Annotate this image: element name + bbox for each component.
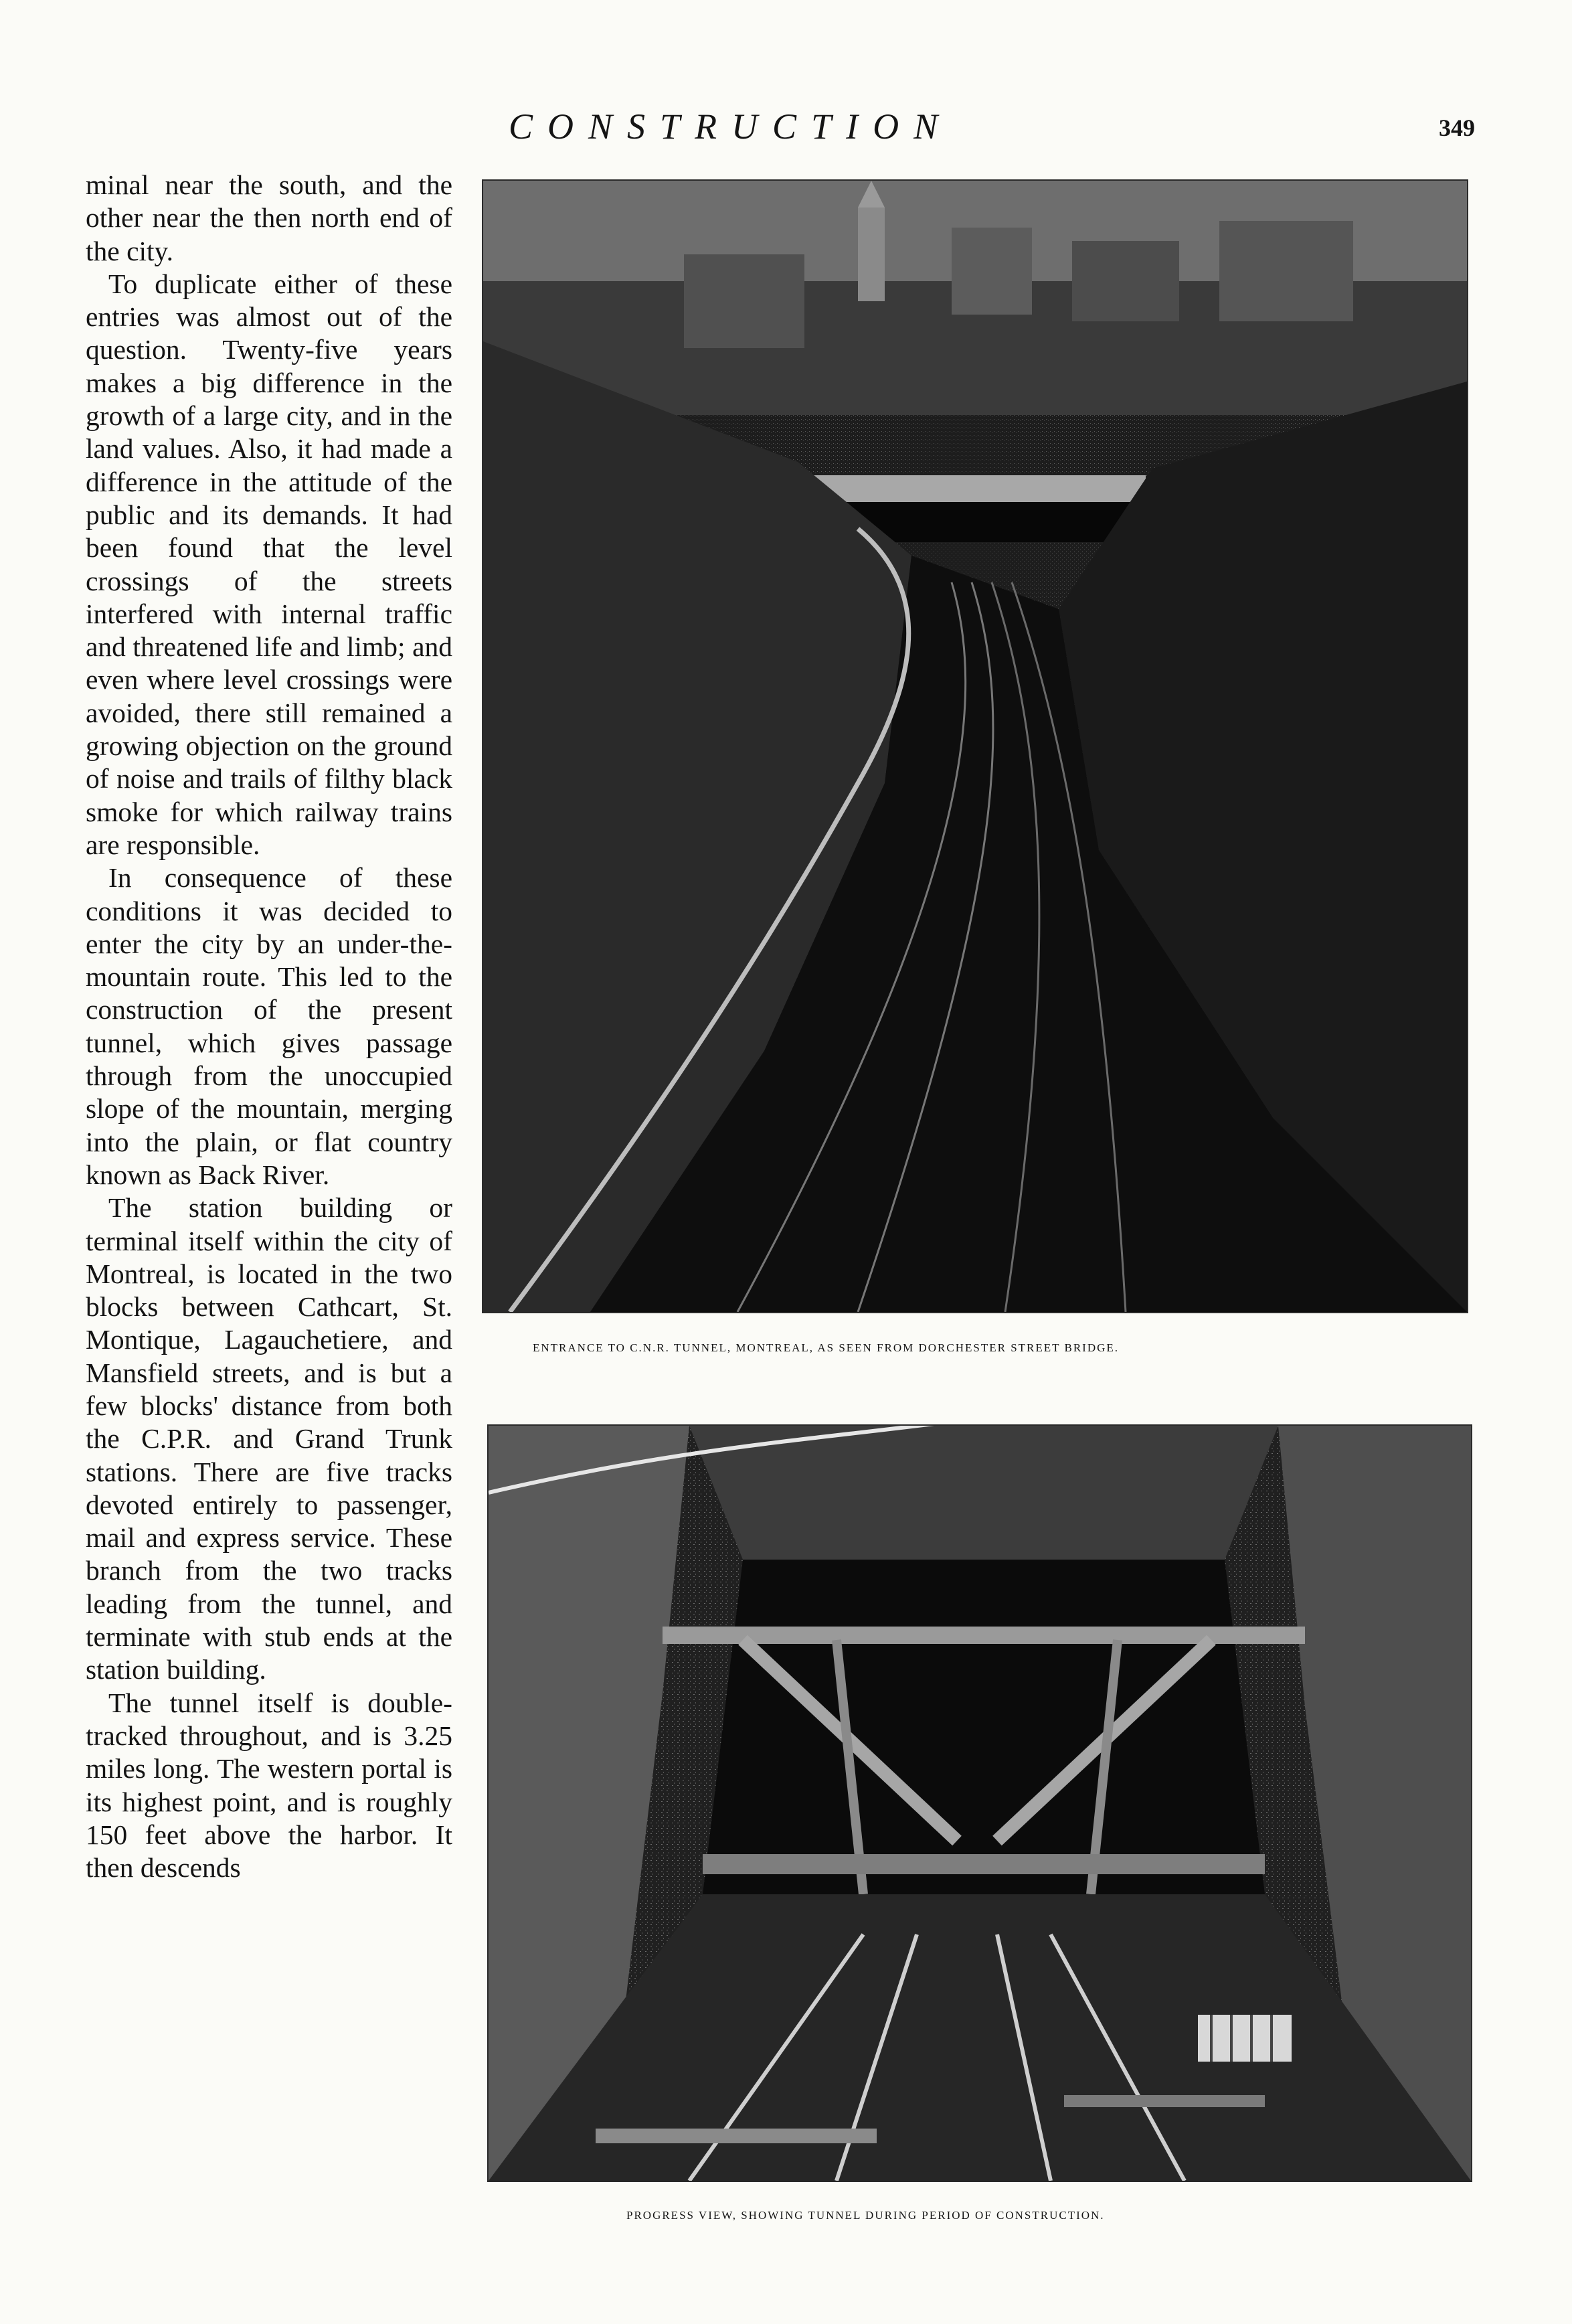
tunnel-construction-illustration (489, 1426, 1471, 2181)
page-number: 349 (1439, 114, 1475, 141)
tunnel-entrance-photo (482, 179, 1468, 1313)
text-column (86, 169, 452, 1884)
paragraph: The station building or terminal itself within the city of Montreal, is located in the two blocks between Cathcart, St. Montique, Lagauchetiere, and Mansfield streets, and is but a few blocks' distance from both the C.P.R. and Grand Trunk stations. There are five tracks devoted entirely to passenger, mail and express service. These branch from the two tracks leading from the tunnel, and terminate with stub ends at the station building. (86, 1192, 452, 1685)
running-title: CONSTRUCTION (509, 106, 953, 147)
tunnel-entrance-illustration (483, 181, 1467, 1312)
photo-caption: ENTRANCE TO C.N.R. TUNNEL, MONTREAL, AS SEEN FROM DORCHESTER STREET BRIDGE. (533, 1341, 1120, 1354)
paragraph: In consequence of these conditions it was decided to enter the city by an under-the-mountain route. This led to the construction of the present tunnel, which gives passage through from the unoccupied slope of the mountain, merging into the plain, or flat country known as Back River. (86, 862, 452, 1190)
paragraph: To duplicate either of these entries was almost out of the question. Twenty-five years makes a big difference in the growth of a large city, and in the land values. Also, it had made a difference in the attitude of the public and its demands. It had been found that the level crossings of the streets interfered with internal traffic and threatened life and limb; and even where level crossings were avoided, there still remained a growing objection on the ground of noise and trails of filthy black smoke for which railway trains are responsible. (86, 268, 452, 860)
tunnel-construction-photo (487, 1424, 1472, 2182)
paragraph: minal near the south, and the other near the then north end of the city. (86, 169, 452, 266)
paragraph: The tunnel itself is double-tracked throughout, and is 3.25 miles long. The western portal is its highest point, and is roughly 150 feet above the harbor. It then descends (86, 1687, 452, 1884)
photo-caption: PROGRESS VIEW, SHOWING TUNNEL DURING PERIOD OF CONSTRUCTION. (626, 2209, 1105, 2222)
